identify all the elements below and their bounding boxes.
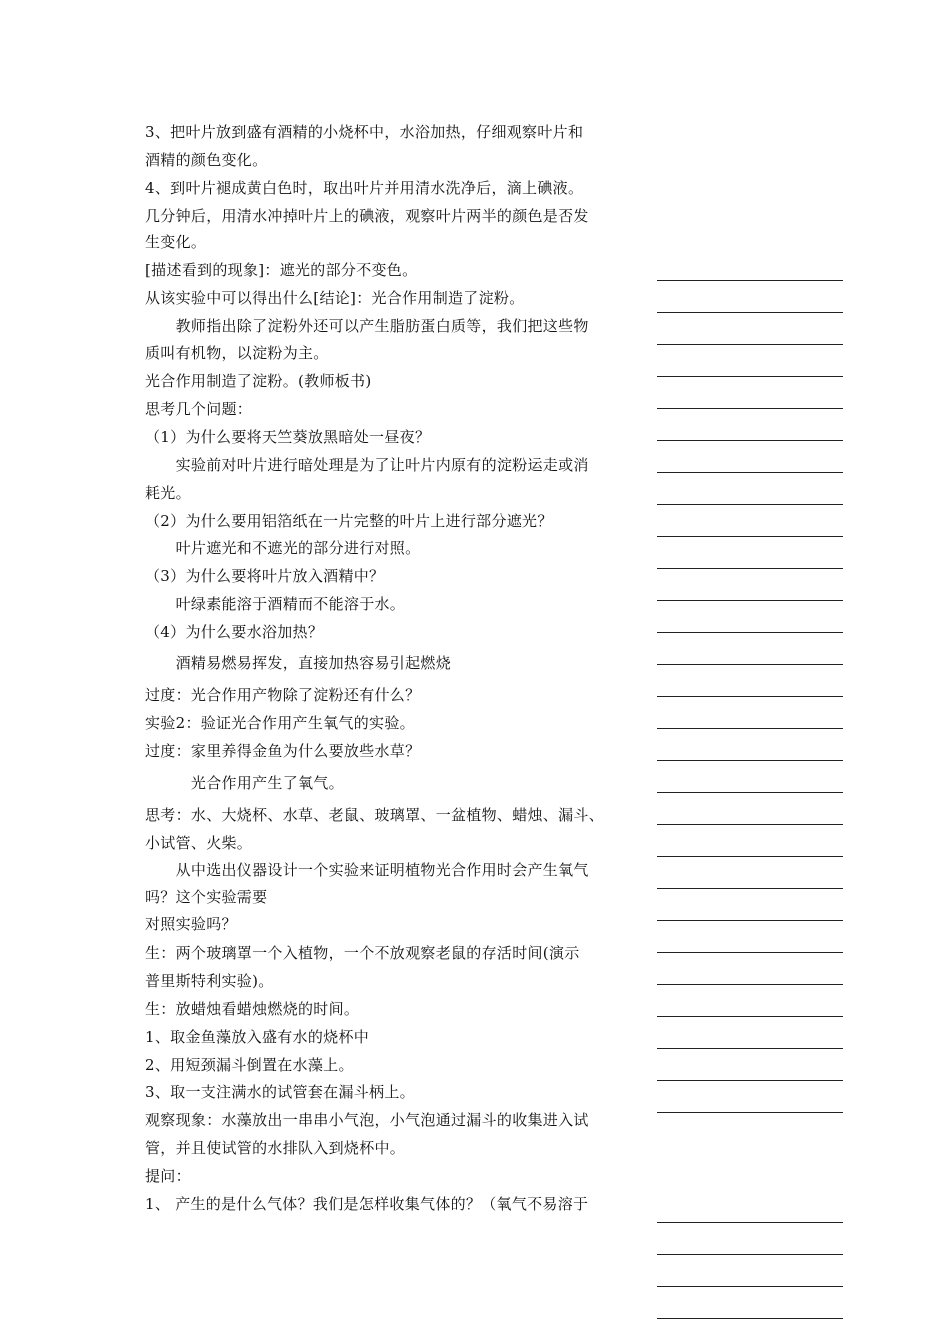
note-line: [657, 1318, 843, 1319]
text-line: 思考：水、大烧杯、水草、老鼠、玻璃罩、一盆植物、蜡烛、漏斗、: [145, 806, 605, 824]
note-line: [657, 568, 843, 569]
text-line: 光合作用制造了淀粉。(教师板书): [145, 372, 372, 390]
text-line: 质叫有机物，以淀粉为主。: [145, 344, 329, 362]
text-line: 对照实验吗？: [145, 915, 237, 933]
text-line: 从中选出仪器设计一个实验来证明植物光合作用时会产生氧气: [145, 861, 589, 879]
note-line: [657, 472, 843, 473]
text-line: 4、到叶片褪成黄白色时，取出叶片并用清水洗净后，滴上碘液。: [145, 179, 584, 197]
note-line: [657, 952, 843, 953]
text-line: （4）为什么要水浴加热？: [145, 623, 324, 641]
text-line: 3、把叶片放到盛有酒精的小烧杯中，水浴加热，仔细观察叶片和: [145, 123, 584, 141]
text-line: 3、取一支注满水的试管套在漏斗柄上。: [145, 1083, 415, 1101]
note-line: [657, 888, 843, 889]
text-line: 生：放蜡烛看蜡烛燃烧的时间。: [145, 1000, 360, 1018]
note-line: [657, 1286, 843, 1287]
note-line: [657, 1222, 843, 1223]
text-line: 2、用短颈漏斗倒置在水藻上。: [145, 1056, 354, 1074]
note-line: [657, 1016, 843, 1017]
text-line: （1）为什么要将天竺葵放黑暗处一昼夜？: [145, 428, 431, 446]
text-line: （3）为什么要将叶片放入酒精中？: [145, 567, 385, 585]
text-line: （2）为什么要用铝箔纸在一片完整的叶片上进行部分遮光？: [145, 512, 553, 530]
note-line: [657, 440, 843, 441]
text-line: 叶片遮光和不遮光的部分进行对照。: [145, 539, 421, 557]
note-line: [657, 312, 843, 313]
text-line: 实验2：验证光合作用产生氧气的实验。: [145, 714, 415, 732]
note-line: [657, 1254, 843, 1255]
note-line: [657, 792, 843, 793]
text-line: 普里斯特利实验)。: [145, 972, 274, 990]
text-line: 教师指出除了淀粉外还可以产生脂肪蛋白质等，我们把这些物: [145, 317, 589, 335]
note-line: [657, 1112, 843, 1113]
text-line: 实验前对叶片进行暗处理是为了让叶片内原有的淀粉运走或消: [145, 456, 589, 474]
note-line: [657, 280, 843, 281]
text-line: [描述看到的现象]：遮光的部分不变色。: [145, 261, 418, 279]
note-line: [657, 824, 843, 825]
text-line: 光合作用产生了氧气。: [145, 774, 344, 792]
note-line: [657, 376, 843, 377]
note-line: [657, 600, 843, 601]
text-line: 从该实验中可以得出什么[结论]：光合作用制造了淀粉。: [145, 289, 525, 307]
text-line: 生变化。: [145, 233, 207, 251]
note-line: [657, 632, 843, 633]
text-line: 提问：: [145, 1167, 191, 1185]
text-line: 观察现象：水藻放出一串串小气泡，小气泡通过漏斗的收集进入试: [145, 1111, 589, 1129]
text-line: 吗？这个实验需要: [145, 888, 268, 906]
text-line: 思考几个问题：: [145, 400, 253, 418]
note-line: [657, 536, 843, 537]
note-line: [657, 728, 843, 729]
text-line: 1、取金鱼藻放入盛有水的烧杯中: [145, 1028, 370, 1046]
note-line: [657, 760, 843, 761]
text-line: 管，并且使试管的水排队入到烧杯中。: [145, 1139, 406, 1157]
note-line: [657, 1080, 843, 1081]
note-line: [657, 696, 843, 697]
text-line: 1、 产生的是什么气体？我们是怎样收集气体的？（氧气不易溶于: [145, 1195, 589, 1213]
text-line: 耗光。: [145, 484, 191, 502]
note-line: [657, 1048, 843, 1049]
note-line: [657, 664, 843, 665]
note-line: [657, 504, 843, 505]
text-line: 酒精易燃易挥发，直接加热容易引起燃烧: [145, 654, 452, 672]
text-line: 叶绿素能溶于酒精而不能溶于水。: [145, 595, 406, 613]
text-line: 过度：光合作用产物除了淀粉还有什么？: [145, 686, 421, 704]
text-line: 几分钟后，用清水冲掉叶片上的碘液，观察叶片两半的颜色是否发: [145, 207, 589, 225]
text-line: 过度：家里养得金鱼为什么要放些水草？: [145, 742, 421, 760]
text-line: 小试管、火柴。: [145, 834, 253, 852]
text-line: 酒精的颜色变化。: [145, 151, 268, 169]
note-line: [657, 856, 843, 857]
note-line: [657, 408, 843, 409]
note-line: [657, 344, 843, 345]
note-line: [657, 984, 843, 985]
note-line: [657, 920, 843, 921]
text-line: 生：两个玻璃罩一个入植物，一个不放观察老鼠的存活时间(演示: [145, 944, 580, 962]
